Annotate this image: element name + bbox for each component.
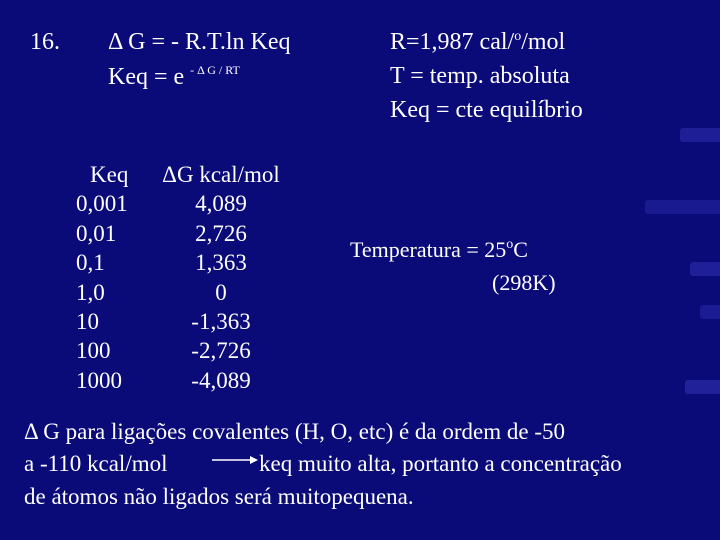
keq-value: 10 [76,309,99,335]
delta-g-value: -2,726 [191,338,251,364]
delta-g-value: 4,089 [195,191,247,217]
temperature-line: Temperatura = $25^oC$ [350,237,528,262]
delta-g-value: 2,726 [195,220,247,246]
keq-value: 1,0 [76,279,105,305]
constant-t: T = temp. absoluta [390,63,570,89]
keq-header: Keq [90,162,129,187]
right-arrow-icon [212,455,258,465]
delta-g-column [150,160,292,395]
constant-r: R=1,987 cal/$^o$/mol [390,29,566,55]
equation-gibbs: Δ G = - R.T.ln Keq [108,29,291,55]
constant-keq: Keq = cte equilíbrio [390,97,583,123]
background-stripe [680,128,720,142]
footer-line-1: Δ G para ligações covalentes (H, O, etc) é da ordem de -50 [24,419,566,444]
keq-value: 0,001 [76,191,128,217]
delta-g-header: ΔG kcal/mol [162,162,280,187]
equation-keq-exponent: - Δ G / RT [190,63,240,77]
keq-value: 100 [76,338,111,364]
delta-g-value: 0 [215,279,227,305]
delta-g-value: -1,363 [191,309,251,335]
problem-number: 16. [30,29,60,55]
keq-value: 1000 [76,367,122,393]
footer-line-2-end: keq muito alta, portanto a concentração [259,451,622,476]
delta-g-value: -4,089 [191,367,251,393]
delta-g-value: 1,363 [195,250,247,276]
keq-value: 0,1 [76,250,105,276]
equation-keq [108,64,240,89]
background-stripe [645,200,720,214]
footer-line-2-start: a -110 kcal/mol [24,451,168,476]
equation-keq-base: Keq = e [108,64,185,90]
temperature-kelvin: (298K) [492,270,556,295]
keq-value: 0,01 [76,220,117,246]
keq-column [76,160,128,395]
background-stripe [690,262,720,276]
background-stripe [685,380,720,394]
footer-line-3: de átomos não ligados será muitopequena. [24,484,414,509]
background-stripe [700,305,720,319]
